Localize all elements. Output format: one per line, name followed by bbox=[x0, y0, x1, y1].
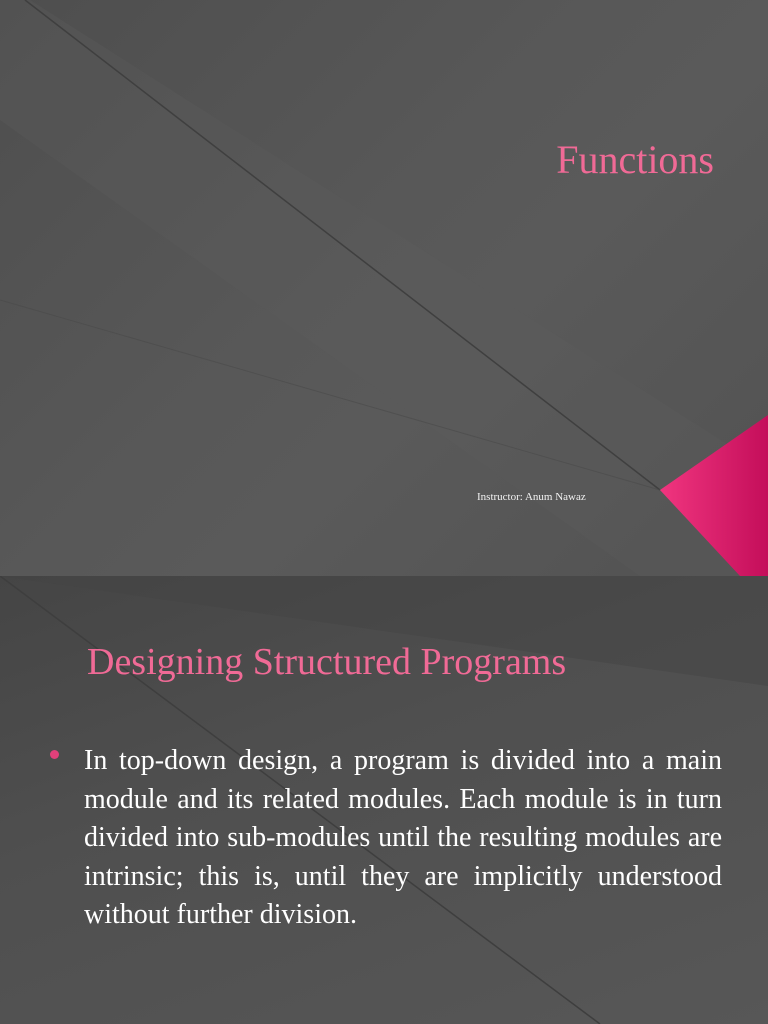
slide-title: Functions bbox=[556, 137, 714, 182]
instructor-subtitle: Instructor: Anum Nawaz bbox=[477, 491, 586, 503]
bullet-item bbox=[50, 742, 722, 935]
bullet-icon bbox=[50, 750, 59, 759]
bullet-text: In top-down design, a program is divided into a main module and its related modules. Each module is in turn divided into sub-modules until the resulting modules are intrinsic; this is, until they are implicitly understood without further division. bbox=[84, 745, 722, 930]
content-slide bbox=[0, 576, 768, 1024]
slide-title: Designing Structured Programs bbox=[87, 641, 567, 683]
diagonal-line bbox=[25, 0, 660, 490]
